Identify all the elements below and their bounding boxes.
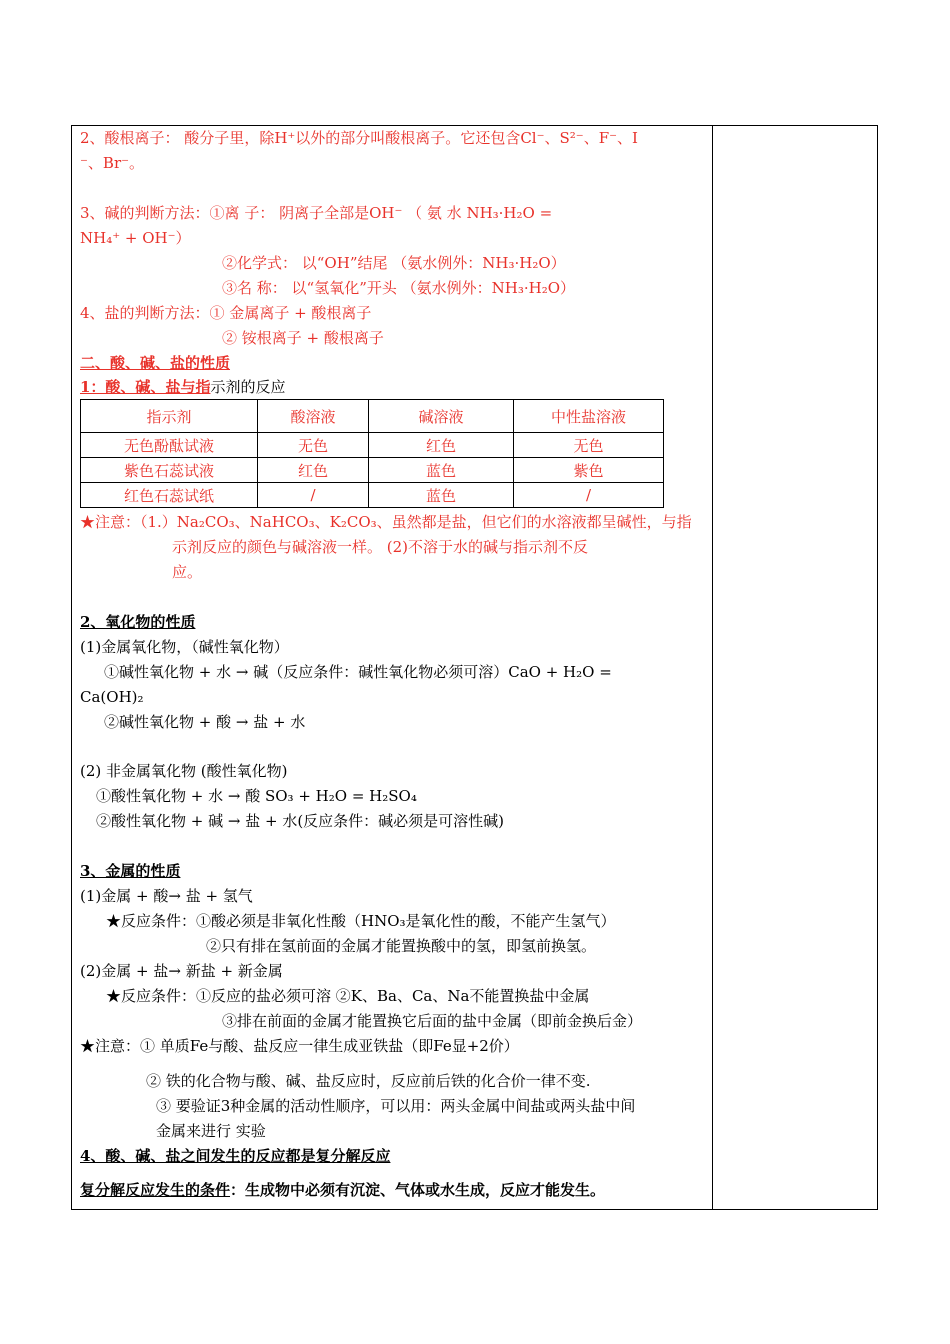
- table-cell: /: [258, 483, 369, 508]
- section-heading: 4、酸、碱、盐之间发生的反应都是复分解反应: [80, 1147, 391, 1165]
- section-heading: 3、金属的性质: [80, 862, 181, 880]
- text-line: ②碱性氧化物 + 酸 → 盐 + 水: [104, 713, 306, 731]
- table-row: [81, 483, 664, 508]
- column-divider: [712, 125, 713, 1210]
- text-line: ③排在前面的金属才能置换它后面的盐中金属（即前金换后金）: [222, 1012, 643, 1030]
- text-line: ② 铵根离子 + 酸根离子: [222, 329, 384, 347]
- text-line: (1)金属氧化物，（碱性氧化物）: [80, 638, 289, 656]
- table-header-cell: 酸溶液: [258, 400, 369, 433]
- table-cell: 红色石蕊试纸: [81, 483, 258, 508]
- text-line: 3、碱的判断方法：①离 子： 阴离子全部是OH⁻ （ 氨 水 NH₃·H₂O =: [80, 204, 553, 222]
- text-line: ★反应条件：①反应的盐必须可溶 ②K、Ba、Ca、Na不能置换盐中金属: [106, 987, 590, 1005]
- table-cell: 紫色: [514, 458, 664, 483]
- text-line: ③ 要验证3种金属的活动性顺序，可以用：两头金属中间盐或两头盐中间: [156, 1097, 636, 1115]
- table-cell: 无色酚酞试液: [81, 433, 258, 458]
- text-line: ②化学式： 以“OH”结尾 （氨水例外：NH₃·H₂O）: [222, 254, 566, 272]
- text-line: 金属来进行 实验: [156, 1122, 266, 1140]
- text-line: Ca(OH)₂: [80, 688, 144, 706]
- table-cell: 蓝色: [369, 483, 514, 508]
- text-line: ★注意：① 单质Fe与酸、盐反应一律生成亚铁盐（即Fe显+2价）: [80, 1037, 519, 1055]
- conclusion-line: [80, 1180, 605, 1200]
- table-cell: /: [514, 483, 664, 508]
- table-header-cell: 中性盐溶液: [514, 400, 664, 433]
- text-line: NH₄⁺ + OH⁻）: [80, 229, 191, 247]
- text-line: 4、盐的判断方法：① 金属离子 + 酸根离子: [80, 304, 372, 322]
- text-line: ①碱性氧化物 + 水 → 碱（反应条件：碱性氧化物必须可溶）CaO + H₂O =: [104, 663, 612, 681]
- note-line: 示剂反应的颜色与碱溶液一样。 (2)不溶于水的碱与指示剂不反: [172, 538, 589, 556]
- note-line: 应。: [172, 563, 203, 581]
- table-cell: 无色: [514, 433, 664, 458]
- text-line: ③名 称： 以“氢氧化”开头 （氨水例外：NH₃·H₂O）: [222, 279, 576, 297]
- text-line: ② 铁的化合物与酸、碱、盐反应时，反应前后铁的化合价一律不变.: [146, 1072, 591, 1090]
- heading-part: 复分解反应发生的条件: [80, 1181, 231, 1199]
- text-line: ⁻、Br⁻。: [80, 154, 145, 172]
- table-header-cell: 碱溶液: [369, 400, 514, 433]
- text-line: ★反应条件：①酸必须是非氧化性酸（HNO₃是氧化性的酸，不能产生氢气）: [106, 912, 616, 930]
- table-cell: 紫色石蕊试液: [81, 458, 258, 483]
- heading-part: 示剂的反应: [210, 378, 286, 396]
- indicator-table: [80, 399, 664, 508]
- text-line: (2)金属 + 盐→ 新盐 + 新金属: [80, 962, 283, 980]
- text-line: 2、酸根离子： 酸分子里，除H⁺以外的部分叫酸根离子。它还包含Cl⁻、S²⁻、F⁻、I: [80, 129, 638, 147]
- section-heading: 二、酸、碱、盐的性质: [80, 354, 231, 372]
- table-cell: 蓝色: [369, 458, 514, 483]
- heading-part: 1：酸、碱、盐与指: [80, 378, 211, 396]
- text-line: (2) 非金属氧化物 (酸性氧化物): [80, 762, 288, 780]
- table-header-cell: 指示剂: [81, 400, 258, 433]
- table-header-row: [81, 400, 664, 433]
- section-heading: [80, 377, 285, 397]
- text-line: ②酸性氧化物 + 碱 → 盐 + 水(反应条件：碱必须是可溶性碱): [96, 812, 505, 830]
- text-line: (1)金属 + 酸→ 盐 + 氢气: [80, 887, 253, 905]
- table-cell: 红色: [258, 458, 369, 483]
- table-row: [81, 433, 664, 458]
- text-line: ②只有排在氢前面的金属才能置换酸中的氢，即氢前换氢。: [206, 937, 597, 955]
- table-row: [81, 458, 664, 483]
- table-cell: 红色: [369, 433, 514, 458]
- table-cell: 无色: [258, 433, 369, 458]
- heading-part: ：生成物中必须有沉淀、气体或水生成，反应才能发生。: [230, 1181, 606, 1199]
- note-line: ★注意：（1.）Na₂CO₃、NaHCO₃、K₂CO₃、虽然都是盐，但它们的水溶液都呈碱性，与指: [80, 513, 692, 531]
- text-line: ①酸性氧化物 + 水 → 酸 SO₃ + H₂O = H₂SO₄: [96, 787, 417, 805]
- section-heading: 2、氧化物的性质: [80, 613, 196, 631]
